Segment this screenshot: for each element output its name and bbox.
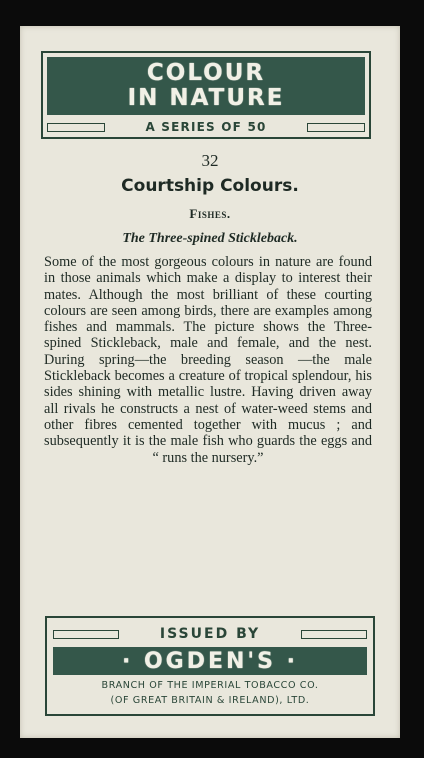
card-number: 32 — [201, 151, 219, 170]
series-label: A SERIES OF 50 — [145, 120, 267, 134]
brand-block — [53, 647, 367, 675]
issued-row — [53, 625, 367, 643]
cigarette-card — [20, 26, 400, 738]
header-panel — [41, 51, 371, 139]
description-text: Some of the most gorgeous colours in nature are found in those animals which make a display to interest their mates. Although the most brilliant of these courting colours are seen among birds, there are examples among fishes and mammals. The picture shows the Three-spined Stickleback, male and female, and the nest. During spring—the breeding season —the male Stickleback becomes a creature of tropical splendour, his sides shining with metallic lustre. Having driven away all rivals he constructs a nest of water-weed stems and other fibres cemented together with mucus ; and subsequently it is the male fish who guards the eggs and “ runs the nursery.” — [44, 254, 372, 466]
issued-by-label: ISSUED BY — [159, 626, 261, 642]
card-title: Courtship Colours. — [121, 176, 299, 196]
decorative-bar-right — [307, 123, 365, 132]
brand-name: · OGDEN'S · — [121, 648, 299, 674]
decorative-bar-left — [47, 123, 105, 132]
header-title-line2: IN NATURE — [127, 85, 285, 111]
company-line-2: (OF GREAT BRITAIN & IRELAND), LTD. — [110, 695, 310, 706]
company-line-1: BRANCH OF THE IMPERIAL TOBACCO CO. — [101, 680, 319, 691]
series-row — [47, 119, 365, 135]
decorative-bar-left — [53, 630, 119, 639]
decorative-bar-right — [301, 630, 367, 639]
header-title-block — [47, 57, 365, 115]
category-label: Fishes. — [189, 206, 231, 221]
footer-panel — [45, 616, 375, 716]
header-title-line1: COLOUR — [146, 60, 266, 86]
subject-title: The Three-spined Stickleback. — [122, 231, 298, 246]
